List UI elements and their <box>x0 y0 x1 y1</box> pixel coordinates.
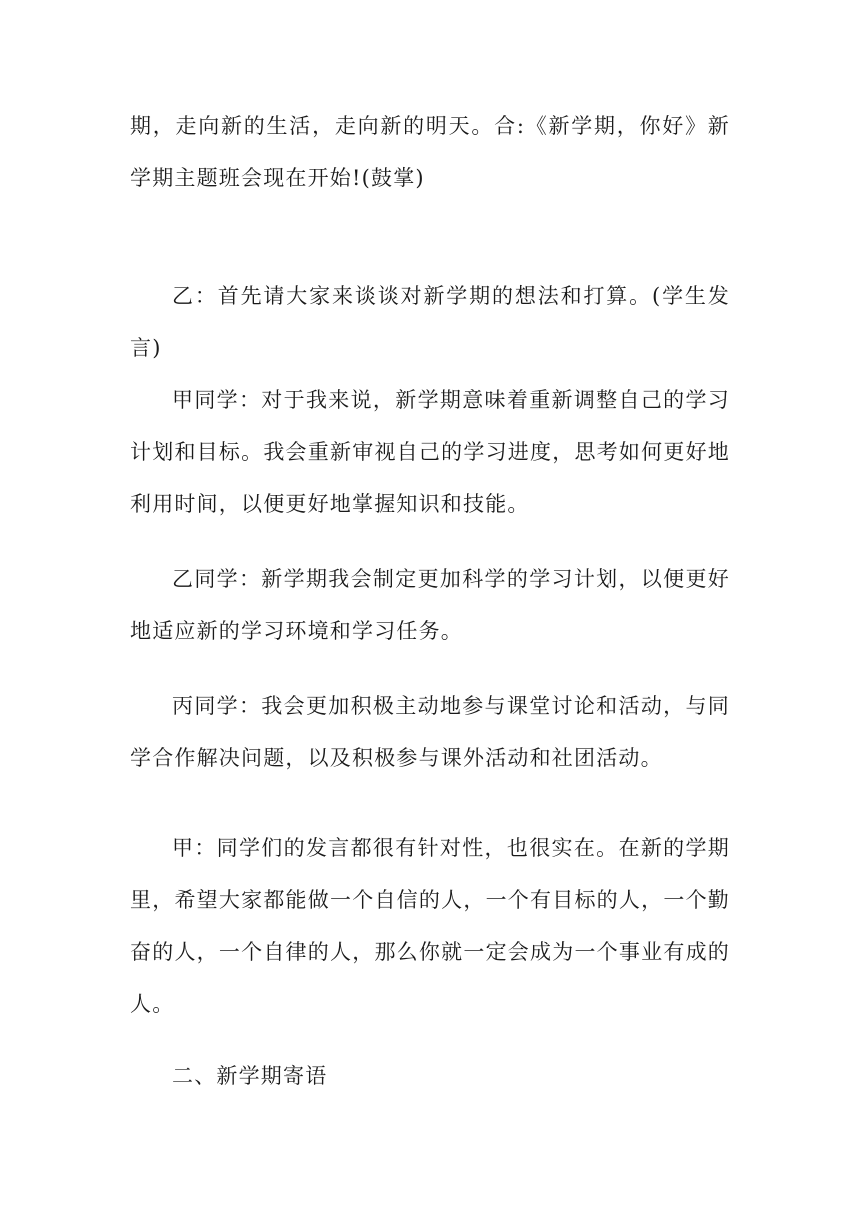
paragraph-jia-summary: 甲：同学们的发言都很有针对性，也很实在。在新的学期里，希望大家都能做一个自信的人，一个有目标的人，一个勤奋的人，一个自律的人，那么你就一定会成为一个事业有成的人。 <box>130 836 730 1016</box>
paragraph-yi-invitation: 乙：首先请大家来谈谈对新学期的想法和打算。(学生发言) <box>130 284 730 360</box>
paragraph-student-yi: 乙同学：新学期我会制定更加科学的学习计划，以便更好地适应新的学习环境和学习任务。 <box>130 567 730 643</box>
paragraph-student-bing: 丙同学：我会更加积极主动地参与课堂讨论和活动，与同学合作解决问题，以及积极参与课外活动和社团活动。 <box>130 694 730 770</box>
section-heading-new-term-message: 二、新学期寄语 <box>172 1064 328 1088</box>
paragraph-student-jia: 甲同学：对于我来说，新学期意味着重新调整自己的学习计划和目标。我会重新审视自己的学习进度，思考如何更好地利用时间，以便更好地掌握知识和技能。 <box>130 388 730 516</box>
paragraph-opening-continuation: 期，走向新的生活，走向新的明天。合:《新学期，你好》新学期主题班会现在开始!(鼓掌) <box>130 114 730 190</box>
